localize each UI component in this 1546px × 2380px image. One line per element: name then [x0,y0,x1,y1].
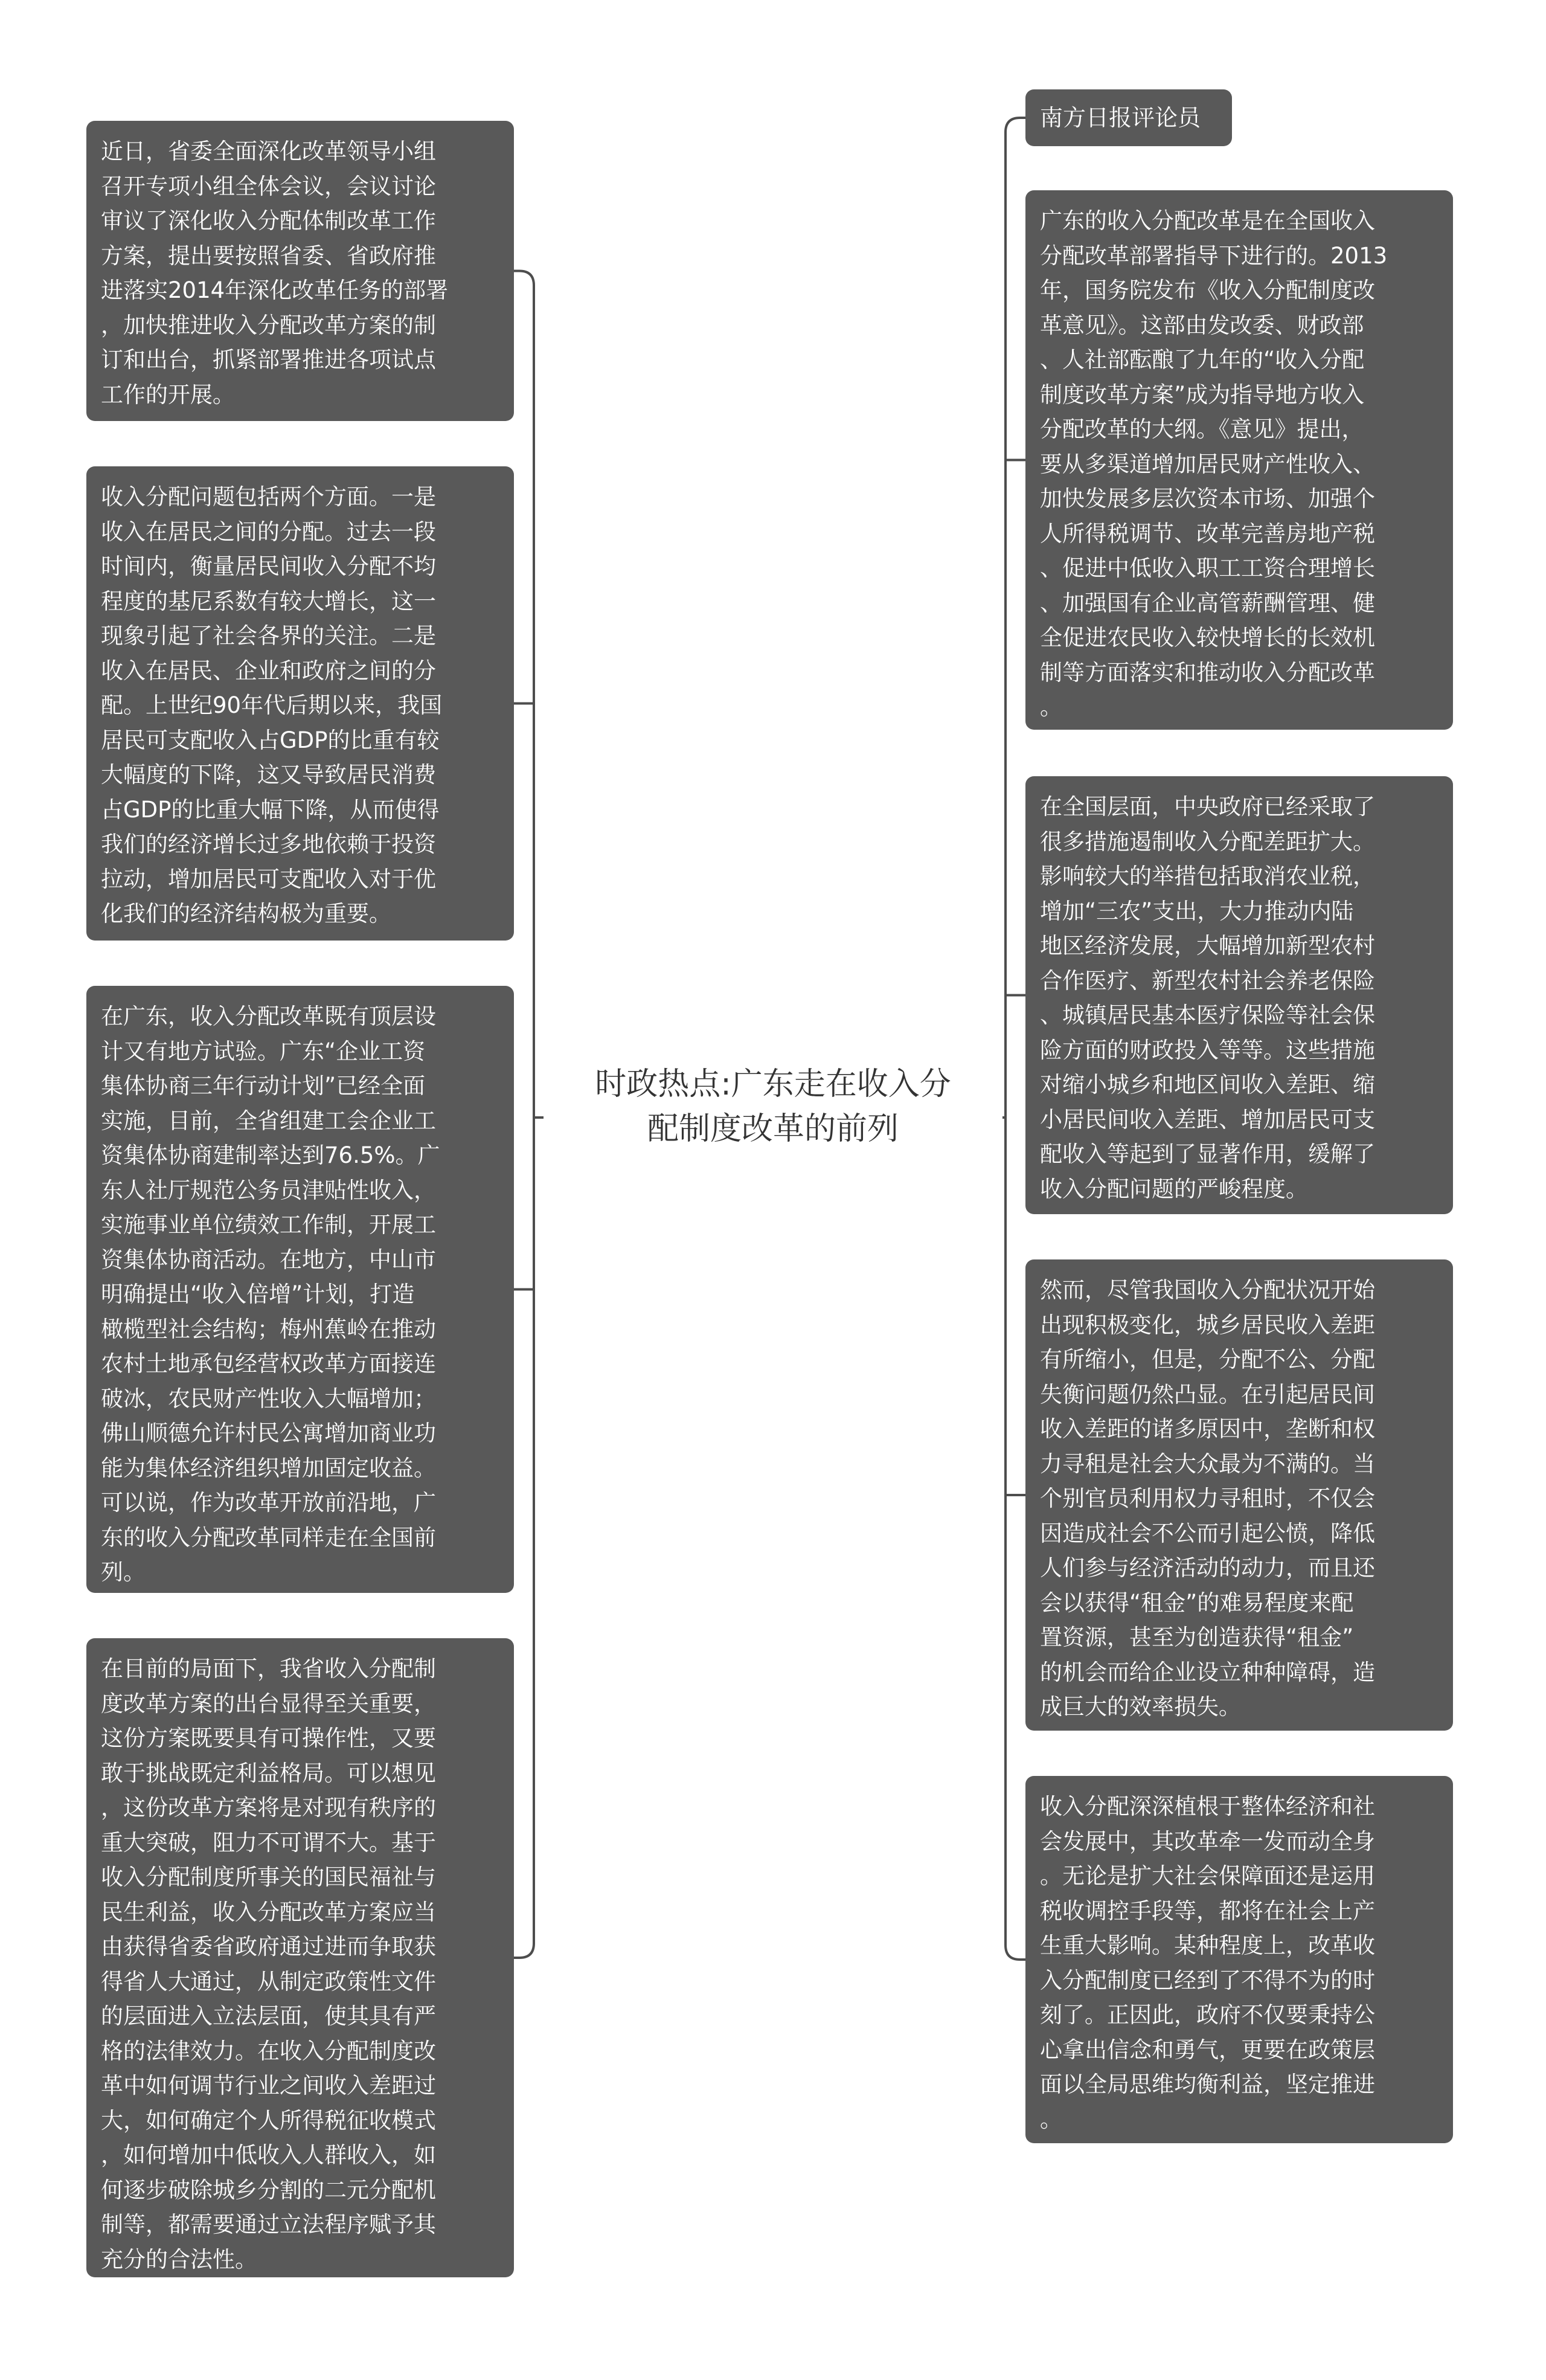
left-branch-link-1 [514,271,534,286]
right-branch-node-2[interactable]: 广东的收入分配改革是在全国收入 分配改革部署指导下进行的。2013 年，国务院发布《收入分配制度改 革意见》。这部由发改委、财政部 、人社部酝酿了九年的“收入分配 制度改革方案”成为指导地方收入 分配改革的大纲。《意见》提出， 要从多渠道增加居民财产性收入、 加快发展多层次资本市场、加强个 人所得税调节、改革完善房地产税 、促进中低收入职工工资合理增长 、加强国有企业高管薪酬管理、健 全促进农民收入较快增长的长效机 制等方面落实和推动收入分配改革 。 [1025,190,1453,730]
left-branch-node-1[interactable]: 近日，省委全面深化改革领导小组 召开专项小组全体会议，会议讨论 审议了深化收入分配体制改革工作 方案，提出要按照省委、省政府推 进落实2014年深化改革任务的部署 ，加快推进收入分配改革方案的制 订和出台，抓紧部署推进各项试点 工作的开展。 [86,121,514,421]
right-branch-node-3[interactable]: 在全国层面，中央政府已经采取了 很多措施遏制收入分配差距扩大。 影响较大的举措包括取消农业税， 增加“三农”支出，大力推动内陆 地区经济发展，大幅增加新型农村 合作医疗、新型农村社会养老保险 、城镇居民基本医疗保险等社会保 险方面的财政投入等等。这些措施 对缩小城乡和地区间收入差距、缩 小居民间收入差距、增加居民可支 配收入等起到了显著作用，缓解了 收入分配问题的严峻程度。 [1025,776,1453,1214]
left-branch-node-4[interactable]: 在目前的局面下，我省收入分配制 度改革方案的出台显得至关重要， 这份方案既要具有可操作性，又要 敢于挑战既定利益格局。可以想见 ，这份改革方案将是对现有秩序的 重大突破，阻力不可谓不大。基于 收入分配制度所事关的国民福祉与 民生利益，收入分配改革方案应当 由获得省委省政府通过进而争取获 得省人大通过，从制定政策性文件 的层面进入立法层面，使其具有严 格的法律效力。在收入分配制度改 革中如何调节行业之间收入差距过 大，如何确定个人所得税征收模式 ，如何增加中低收入人群收入，如 何逐步破除城乡分割的二元分配机 制等，都需要通过立法程序赋予其 充分的合法性。 [86,1638,514,2277]
right-branch-node-author[interactable]: 南方日报评论员 [1025,89,1232,146]
right-branch-node-5[interactable]: 收入分配深深植根于整体经济和社 会发展中，其改革牵一发而动全身 。无论是扩大社会保障面还是运用 税收调控手段等，都将在社会上产 生重大影响。某种程度上，改革收 入分配制度已经到了不得不为的时 刻了。正因此，政府不仅要秉持公 心拿出信念和勇气，更要在政策层 面以全局思维均衡利益，坚定推进 。 [1025,1776,1453,2143]
root-topic[interactable]: 时政热点:广东走在收入分 配制度改革的前列 [595,1066,951,1147]
left-branch-node-2[interactable]: 收入分配问题包括两个方面。一是 收入在居民之间的分配。过去一段 时间内，衡量居民间收入分配不均 程度的基尼系数有较大增长，这一 现象引起了社会各界的关注。二是 收入在居民、企业和政府之间的分 配。上世纪90年代后期以来，我国 居民可支配收入占GDP的比重有较 大幅度的下降，这又导致居民消费 占GDP的比重大幅下降，从而使得 我们的经济增长过多地依赖于投资 拉动，增加居民可支配收入对于优 化我们的经济结构极为重要。 [86,466,514,941]
right-branch-link-1 [1006,118,1025,132]
left-branch-node-3[interactable]: 在广东，收入分配改革既有顶层设 计又有地方试验。广东“企业工资 集体协商三年行动计划”已经全面 实施，目前，全省组建工会企业工 资集体协商建制率达到76.5%。广 东人社厅规范公务员津贴性收入， 实施事业单位绩效工作制，开展工 资集体协商活动。在地方，中山市 明确提出“收入倍增”计划，打造 橄榄型社会结构；梅州蕉岭在推动 农村土地承包经营权改革方面接连 破冰，农民财产性收入大幅增加； 佛山顺德允许村民公寓增加商业功 能为集体经济组织增加固定收益。 可以说，作为改革开放前沿地，广 东的收入分配改革同样走在全国前 列。 [86,986,514,1593]
right-branch-node-4[interactable]: 然而，尽管我国收入分配状况开始 出现积极变化，城乡居民收入差距 有所缩小，但是，分配不公、分配 失衡问题仍然凸显。在引起居民间 收入差距的诸多原因中，垄断和权 力寻租是社会大众最为不满的。当 个别官员利用权力寻租时，不仅会 因造成社会不公而引起公愤，降低 人们参与经济活动的动力，而且还 会以获得“租金”的难易程度来配 置资源，甚至为创造获得“租金” 的机会而给企业设立种种障碍，造 成巨大的效率损失。 [1025,1259,1453,1731]
right-branch-link-5 [1006,1945,1025,1960]
left-branch-link-4 [514,1943,534,1958]
